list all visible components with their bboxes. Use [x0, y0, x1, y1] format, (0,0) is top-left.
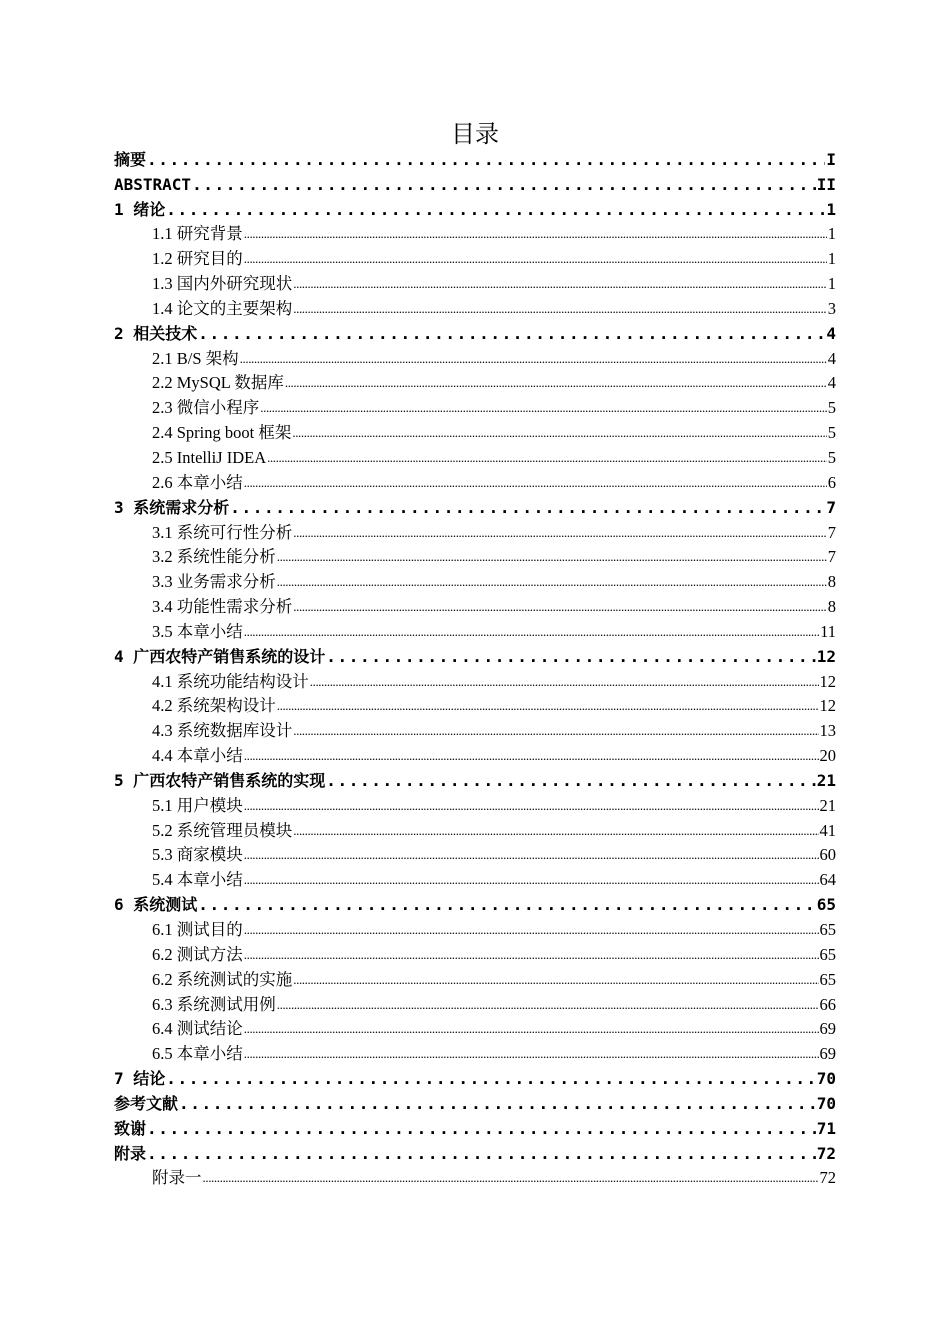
toc-page-number: 7	[826, 497, 836, 517]
toc-dot-leader	[293, 595, 827, 619]
toc-entry-label: 4.3 系统数据库设计	[152, 721, 293, 741]
toc-section-entry[interactable]	[114, 246, 836, 271]
toc-entry-label: 摘要	[114, 149, 147, 169]
toc-section-entry[interactable]	[114, 619, 836, 644]
toc-entry-label: 4.2 系统架构设计	[152, 696, 276, 716]
toc-entry-label: 3.4 功能性需求分析	[152, 597, 293, 617]
toc-dot-leader	[326, 769, 815, 793]
toc-page-number: 12	[819, 671, 836, 691]
toc-page-number: 12	[819, 696, 836, 716]
toc-entry-label: 1 绪论	[114, 199, 166, 219]
toc-section-entry[interactable]	[114, 967, 836, 992]
toc-section-entry[interactable]	[114, 470, 836, 495]
toc-chapter-entry[interactable]	[114, 1116, 836, 1141]
toc-section-entry[interactable]	[114, 942, 836, 967]
toc-page-number: 13	[819, 721, 836, 741]
toc-chapter-entry[interactable]	[114, 321, 836, 346]
toc-page-number: 6	[827, 472, 836, 492]
toc-entry-label: 致谢	[114, 1118, 147, 1138]
toc-entry-label: 4.1 系统功能结构设计	[152, 671, 309, 691]
toc-dot-leader	[310, 670, 819, 694]
toc-section-entry[interactable]	[114, 271, 836, 296]
toc-entry-label: 2.5 IntelliJ IDEA	[152, 447, 267, 467]
toc-page-number: 69	[819, 1019, 836, 1039]
toc-dot-leader	[293, 819, 818, 843]
toc-section-entry[interactable]	[114, 1041, 836, 1066]
toc-dot-leader	[147, 1142, 816, 1166]
toc-dot-leader	[293, 719, 818, 743]
toc-chapter-entry[interactable]	[114, 147, 836, 172]
toc-page-number: 12	[816, 646, 836, 666]
toc-entry-label: 4 广西农特产销售系统的设计	[114, 646, 326, 666]
toc-page-number: 65	[816, 895, 836, 915]
toc-dot-leader	[147, 148, 825, 172]
toc-entry-label: 5.3 商家模块	[152, 845, 243, 865]
toc-chapter-entry[interactable]	[114, 1091, 836, 1116]
toc-page-number: 4	[827, 373, 836, 393]
toc-dot-leader	[326, 645, 815, 669]
toc-page-number: 7	[827, 522, 836, 542]
toc-entry-label: 3.3 业务需求分析	[152, 572, 276, 592]
toc-entry-label: 5.4 本章小结	[152, 870, 243, 890]
toc-section-entry[interactable]	[114, 371, 836, 396]
toc-page-number: 65	[819, 920, 836, 939]
toc-section-entry[interactable]	[114, 867, 836, 892]
toc-entry-label: 6.1 测试目的	[152, 920, 243, 939]
toc-entry-label: 1.1 研究背景	[152, 224, 243, 244]
toc-section-entry[interactable]	[114, 395, 836, 420]
toc-page-number: 21	[819, 795, 836, 815]
toc-page-number: 1	[827, 274, 836, 294]
toc-dot-leader	[244, 1042, 819, 1066]
toc-section-entry[interactable]	[114, 445, 836, 470]
toc-section-entry[interactable]	[114, 694, 836, 719]
toc-page-number: 5	[827, 398, 836, 418]
toc-chapter-entry[interactable]	[114, 768, 836, 793]
toc-dot-leader	[277, 545, 827, 569]
toc-dot-leader	[244, 471, 827, 495]
toc-dot-leader	[244, 247, 827, 271]
toc-chapter-entry[interactable]	[114, 495, 836, 520]
toc-entry-label: 1.4 论文的主要架构	[152, 298, 293, 318]
toc-dot-leader	[166, 1067, 815, 1091]
toc-page-number: 5	[827, 447, 836, 467]
toc-page-number: 8	[827, 597, 836, 617]
toc-dot-leader	[285, 371, 827, 395]
toc-entry-label: 5.2 系统管理员模块	[152, 820, 293, 840]
toc-entry-label: 3.2 系统性能分析	[152, 547, 276, 567]
toc-page-number: 72	[819, 1168, 836, 1188]
toc-page-number: 11	[820, 621, 836, 641]
toc-entry-label: 7 结论	[114, 1069, 166, 1089]
toc-entry-label: 附录一	[152, 1168, 202, 1188]
toc-dot-leader	[230, 496, 825, 520]
toc-entry-label: 4.4 本章小结	[152, 746, 243, 766]
toc-section-entry[interactable]	[114, 594, 836, 619]
toc-section-entry[interactable]	[114, 1017, 836, 1042]
toc-chapter-entry[interactable]	[114, 1066, 836, 1091]
toc-page-number: 70	[816, 1093, 836, 1113]
toc-dot-leader	[244, 943, 819, 967]
toc-dot-leader	[198, 893, 815, 917]
toc-entry-label: 5.1 用户模块	[152, 795, 243, 815]
toc-page-number: I	[826, 149, 836, 169]
toc-section-entry[interactable]	[114, 718, 836, 743]
toc-dot-leader	[244, 1017, 819, 1041]
toc-dot-leader	[267, 446, 827, 470]
toc-dot-leader	[192, 173, 816, 197]
toc-page-number: 1	[826, 199, 836, 219]
toc-entry-label: 6.2 系统测试的实施	[152, 969, 293, 989]
toc-section-entry[interactable]	[114, 992, 836, 1017]
toc-entry-label: 参考文献	[114, 1093, 179, 1113]
toc-page-number: 1	[827, 224, 836, 244]
toc-dot-leader	[198, 322, 825, 346]
toc-page-number: 72	[816, 1143, 836, 1163]
toc-entry-label: 3.5 本章小结	[152, 621, 243, 641]
toc-chapter-entry[interactable]	[114, 892, 836, 917]
toc-page-number: 1	[827, 249, 836, 269]
toc-section-entry[interactable]	[114, 346, 836, 371]
toc-page-number: 60	[819, 845, 836, 865]
toc-page-number: 20	[819, 746, 836, 766]
toc-page-number: 70	[816, 1069, 836, 1089]
toc-dot-leader	[293, 521, 827, 545]
toc-dot-leader	[240, 347, 827, 371]
toc-dot-leader	[203, 1166, 819, 1190]
toc-dot-leader	[147, 1117, 816, 1141]
toc-entry-label: 1.2 研究目的	[152, 249, 243, 269]
toc-dot-leader	[244, 843, 819, 867]
toc-dot-leader	[293, 297, 827, 321]
toc-page-number: 71	[816, 1118, 836, 1138]
toc-entry-label: 6.5 本章小结	[152, 1044, 243, 1064]
toc-section-entry[interactable]	[114, 793, 836, 818]
toc-entry-label: 附录	[114, 1143, 147, 1163]
toc-section-entry[interactable]	[114, 917, 836, 942]
toc-page-number: 64	[819, 870, 836, 890]
toc-dot-leader	[244, 868, 819, 892]
toc-dot-leader	[277, 570, 827, 594]
toc-title: 目录	[451, 120, 499, 148]
toc-page-number: 21	[816, 770, 836, 790]
toc-chapter-entry[interactable]	[114, 172, 836, 197]
toc-entry-label: 6.4 测试结论	[152, 1019, 243, 1039]
toc-entry-label: 5 广西农特产销售系统的实现	[114, 770, 326, 790]
toc-page-number: 7	[827, 547, 836, 567]
toc-section-entry[interactable]	[114, 669, 836, 694]
toc-dot-leader	[293, 272, 827, 296]
toc-section-entry[interactable]	[114, 296, 836, 321]
toc-page-number: 69	[819, 1044, 836, 1064]
toc-entry-label: 2.1 B/S 架构	[152, 348, 239, 368]
toc-dot-leader	[244, 744, 819, 768]
toc-entry-label: 2.6 本章小结	[152, 472, 243, 492]
toc-entry-label: ABSTRACT	[114, 174, 192, 194]
toc-dot-leader	[277, 694, 819, 718]
toc-section-entry[interactable]	[114, 843, 836, 868]
toc-entry-label: 3.1 系统可行性分析	[152, 522, 293, 542]
toc-entry-label: 1.3 国内外研究现状	[152, 274, 293, 294]
toc-page-number: 65	[819, 944, 836, 964]
toc-entry-label: 2.3 微信小程序	[152, 398, 260, 418]
toc-entry-label: 2 相关技术	[114, 323, 198, 343]
toc-page-number: 8	[827, 572, 836, 592]
toc-entry-label: 6.3 系统测试用例	[152, 994, 276, 1014]
table-of-contents	[114, 147, 836, 1190]
toc-page-number: 66	[819, 994, 836, 1014]
toc-section-entry[interactable]	[114, 545, 836, 570]
toc-dot-leader	[244, 794, 819, 818]
toc-section-entry[interactable]	[114, 569, 836, 594]
toc-dot-leader	[260, 396, 827, 420]
toc-page-number: 4	[827, 348, 836, 368]
toc-entry-label: 2.4 Spring boot 框架	[152, 423, 292, 443]
toc-section-entry[interactable]	[114, 420, 836, 445]
toc-page-number: 4	[826, 323, 836, 343]
toc-section-entry[interactable]	[114, 1166, 836, 1191]
toc-entry-label: 3 系统需求分析	[114, 497, 230, 517]
toc-dot-leader	[244, 222, 827, 246]
toc-dot-leader	[277, 993, 819, 1017]
toc-page-number: 3	[827, 298, 836, 318]
toc-dot-leader	[293, 968, 818, 992]
toc-chapter-entry[interactable]	[114, 1141, 836, 1166]
toc-entry-label: 6 系统测试	[114, 895, 198, 915]
toc-dot-leader	[179, 1092, 816, 1116]
toc-chapter-entry[interactable]	[114, 644, 836, 669]
toc-chapter-entry[interactable]	[114, 197, 836, 222]
toc-dot-leader	[244, 620, 819, 644]
toc-page-number: 41	[819, 820, 836, 840]
toc-entry-label: 2.2 MySQL 数据库	[152, 373, 284, 393]
toc-page-number: II	[816, 174, 836, 194]
toc-dot-leader	[244, 918, 819, 942]
toc-entry-label: 6.2 测试方法	[152, 944, 243, 964]
toc-page-number: 5	[827, 423, 836, 443]
toc-section-entry[interactable]	[114, 818, 836, 843]
toc-section-entry[interactable]	[114, 520, 836, 545]
toc-dot-leader	[166, 198, 825, 222]
toc-section-entry[interactable]	[114, 222, 836, 247]
toc-dot-leader	[292, 421, 826, 445]
toc-section-entry[interactable]	[114, 743, 836, 768]
toc-page-number: 65	[819, 969, 836, 989]
